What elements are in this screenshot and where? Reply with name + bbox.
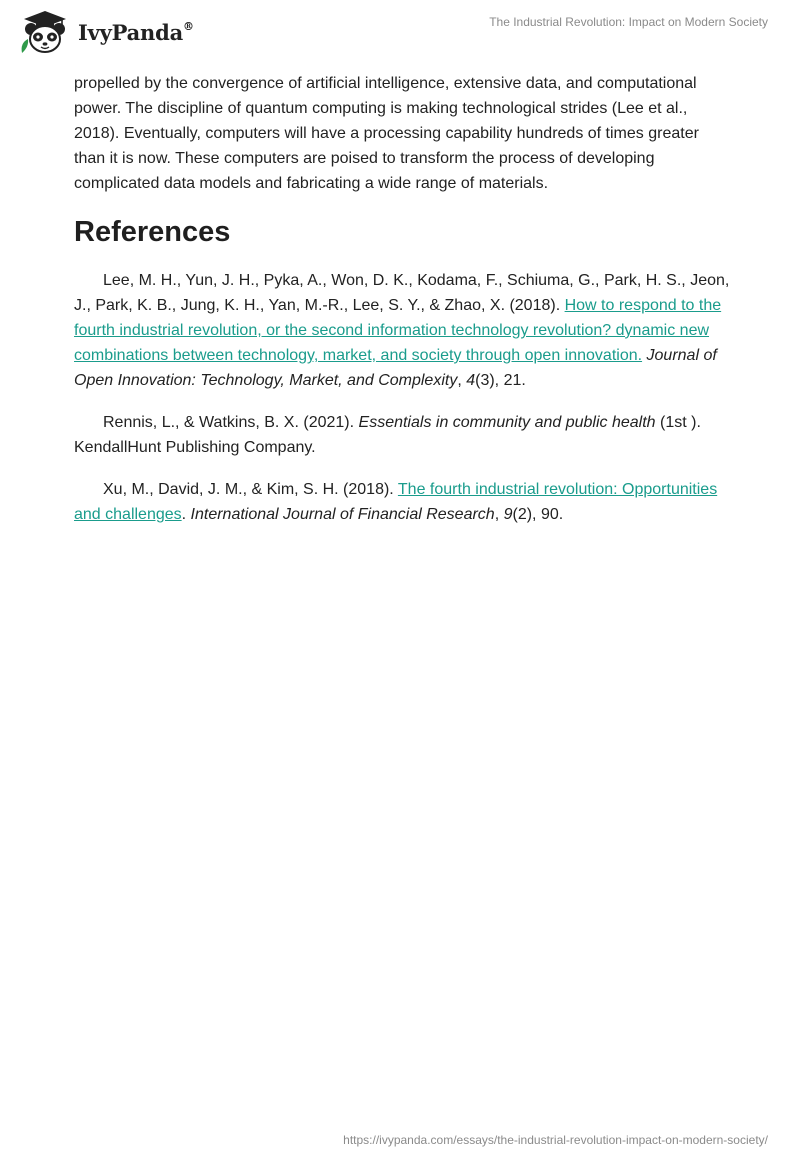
document-body: [74, 71, 734, 544]
reference-link[interactable]: How to respond to the fourth industrial revolution, or the second information technology revolution? dynamic new combinations between technology, market, and society through open innovation.: [74, 297, 722, 364]
reference-link[interactable]: The fourth industrial revolution: Opportunities and challenges: [74, 481, 718, 523]
logo-wordmark: IvyPanda®: [78, 19, 194, 45]
document-title: The Industrial Revolution: Impact on Modern Society: [489, 15, 768, 29]
source-url: https://ivypanda.com/essays/the-industrial-revolution-impact-on-modern-society/: [343, 1133, 768, 1147]
reference-item: Rennis, L., & Watkins, B. X. (2021). Essentials in community and public health (1st ). KendallHunt Publishing Company.: [74, 414, 701, 456]
body-paragraph: propelled by the convergence of artificial intelligence, extensive data, and computational power. The discipline of quantum computing is making technological strides (Lee et al., 2018). Eventually, computers will have a processing capability hundreds of times greater than it is now. These computers are poised to transform the process of developing complicated data models and fabricating a wide range of materials.: [74, 75, 699, 192]
reference-item: Lee, M. H., Yun, J. H., Pyka, A., Won, D. K., Kodama, F., Schiuma, G., Park, H. S., Jeon, J., Park, K. B., Jung, K. H., Yan, M.-R., Lee, S. Y., & Zhao, X. (2018). How to respond to the fourth industrial revolution, or the second information technology revolution? dynamic new combinations between technology, market, and society through open innovation. Journal of Open Innovation: Technology, Market, and Complexity, 4(3), 21.: [74, 272, 730, 389]
references-heading: References: [74, 216, 231, 248]
panda-graduate-icon: [14, 9, 76, 55]
site-logo[interactable]: [14, 9, 194, 55]
reference-item: Xu, M., David, J. M., & Kim, S. H. (2018). The fourth industrial revolution: Opportunities and challenges. International Journal of Financial Research, 9(2), 90.: [74, 481, 718, 523]
